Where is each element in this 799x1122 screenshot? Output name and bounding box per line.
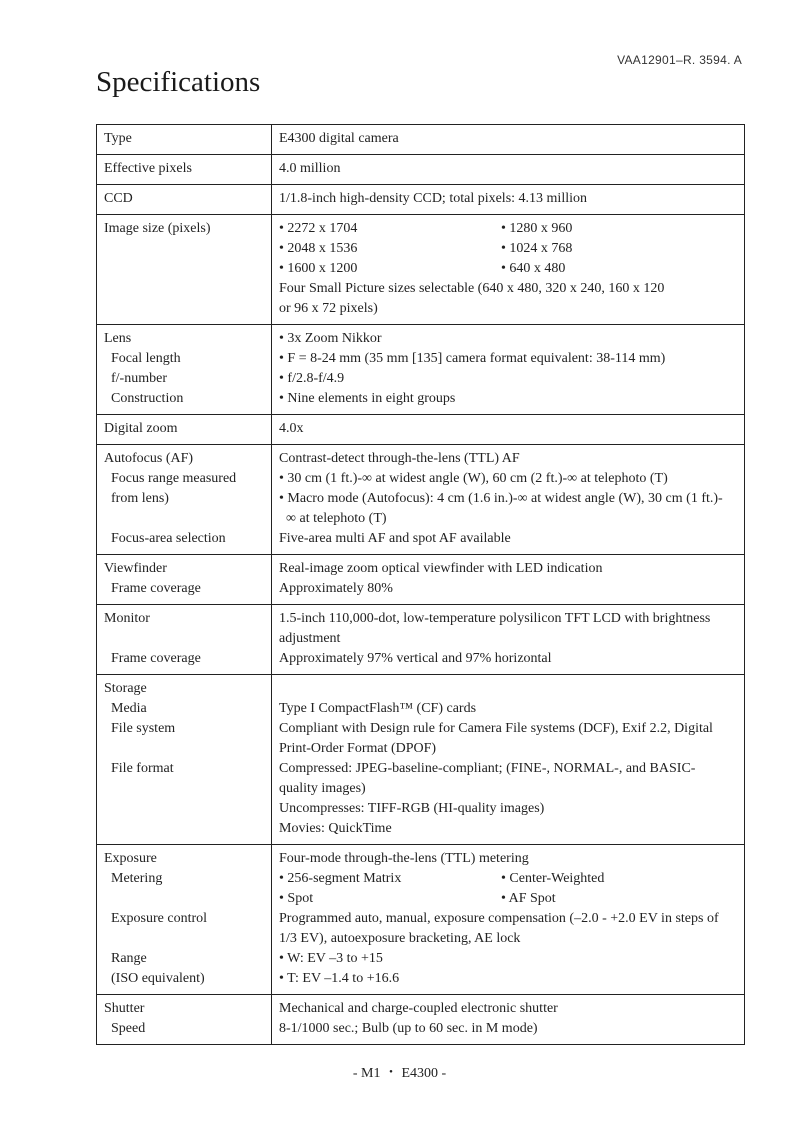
row-value: E4300 digital camera: [272, 125, 745, 155]
row-label: Effective pixels: [97, 155, 272, 185]
row-label: Digital zoom: [97, 415, 272, 445]
table-row: [97, 555, 745, 605]
row-label: Autofocus (AF) Focus range measured from lens) Focus-area selection: [97, 445, 272, 555]
row-label: Exposure Metering Exposure control Range (ISO equivalent): [97, 845, 272, 995]
row-label: CCD: [97, 185, 272, 215]
row-value: 1/1.8-inch high-density CCD; total pixels: 4.13 million: [272, 185, 745, 215]
row-label: Lens Focal length f/-number Construction: [97, 325, 272, 415]
row-label: Shutter Speed: [97, 995, 272, 1045]
table-row: [97, 215, 745, 325]
table-row: [97, 125, 745, 155]
row-label: Image size (pixels): [97, 215, 272, 325]
row-label: Storage Media File system File format: [97, 675, 272, 845]
table-row: [97, 445, 745, 555]
document-id: VAA12901–R. 3594. A: [617, 53, 742, 67]
spec-table: [96, 124, 745, 1045]
table-row: [97, 845, 745, 995]
row-value: Mechanical and charge-coupled electronic shutter 8-1/1000 sec.; Bulb (up to 60 sec. in M mode): [272, 995, 745, 1045]
table-row: [97, 675, 745, 845]
row-value: • 2272 x 1704 • 1280 x 960 • 2048 x 1536 • 1024 x 768 • 1600 x 1200 • 640 x 480 Four Small Picture sizes selectable (640 x 480, 320 x 240, 160 x 120 or 96 x 72 pixels): [272, 215, 745, 325]
row-value: Four-mode through-the-lens (TTL) metering • 256-segment Matrix • Center-Weighted • Spot • AF Spot Programmed auto, manual, exposure compensation (–2.0 - +2.0 EV in steps of 1/3 EV), autoexposure bracketing, AE lock • W: EV –3 to +15 • T: EV –1.4 to +16.6: [272, 845, 745, 995]
row-value: 1.5-inch 110,000-dot, low-temperature polysilicon TFT LCD with brightness adjustment Approximately 97% vertical and 97% horizontal: [272, 605, 745, 675]
row-value: 4.0 million: [272, 155, 745, 185]
table-row: [97, 325, 745, 415]
row-value: Real-image zoom optical viewfinder with LED indication Approximately 80%: [272, 555, 745, 605]
table-row: [97, 155, 745, 185]
table-row: [97, 415, 745, 445]
page-title: Specifications: [96, 66, 261, 98]
table-row: [97, 995, 745, 1045]
row-value: • 3x Zoom Nikkor • F = 8-24 mm (35 mm [135] camera format equivalent: 38-114 mm) • f/2.8-f/4.9 • Nine elements in eight groups: [272, 325, 745, 415]
table-row: [97, 185, 745, 215]
table-row: [97, 605, 745, 675]
row-value: Type I CompactFlash™ (CF) cards Compliant with Design rule for Camera File systems (DCF), Exif 2.2, Digital Print-Order Format (DPOF) Compressed: JPEG-baseline-compliant; (FINE-, NORMAL-, and BASIC- quality images) Uncompresses: TIFF-RGB (HI-quality images) Movies: QuickTime: [272, 675, 745, 845]
row-label: Viewfinder Frame coverage: [97, 555, 272, 605]
row-label: Type: [97, 125, 272, 155]
row-value: Contrast-detect through-the-lens (TTL) AF • 30 cm (1 ft.)-∞ at widest angle (W), 60 cm (2 ft.)-∞ at telephoto (T) • Macro mode (Autofocus): 4 cm (1.6 in.)-∞ at widest angle (W), 30 cm (1 ft.)- ∞ at telephoto (T) Five-area multi AF and spot AF available: [272, 445, 745, 555]
row-label: Monitor Frame coverage: [97, 605, 272, 675]
page-footer: - M1 ・ E4300 -: [352, 1066, 447, 1081]
row-value: 4.0x: [272, 415, 745, 445]
